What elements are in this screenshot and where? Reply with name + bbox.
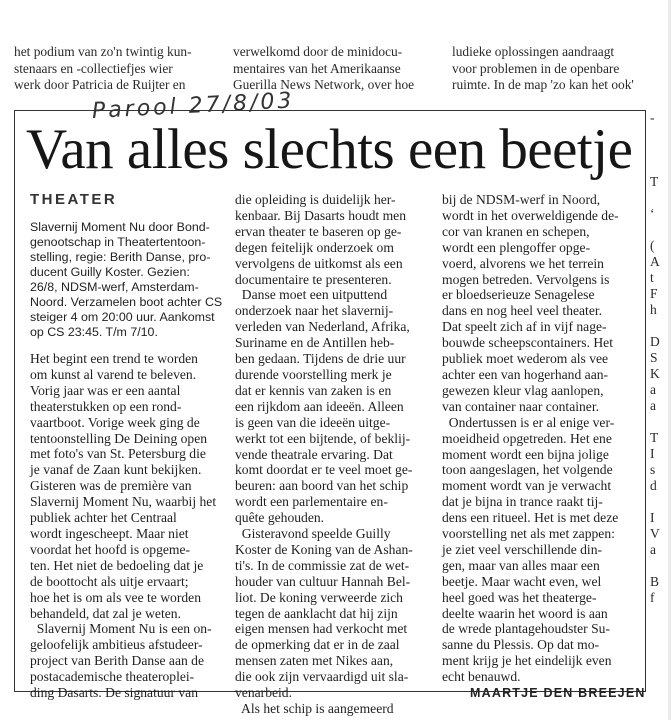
- text-line: K: [650, 366, 660, 381]
- text-line: wordt een plengoffer opge-: [442, 239, 591, 255]
- text-line: D: [650, 334, 660, 349]
- text-line: Vorig jaar was er een aantal: [30, 382, 181, 398]
- text-line: Danse moet een uitputtend: [235, 287, 388, 303]
- text-line: kenbaar. Bij Dasarts houdt men: [235, 207, 407, 223]
- text-line: d: [650, 478, 657, 493]
- text-line: eigen mensen had verkocht met: [235, 621, 408, 637]
- text-line: [650, 222, 660, 238]
- text-line: het podium van zo'n twintig kun-: [14, 44, 192, 59]
- text-line: Het begint een trend te worden: [30, 351, 198, 366]
- text-line: V: [650, 526, 660, 541]
- text-line: venarbeid.: [235, 685, 292, 701]
- text-line: de wrede plantagehoudster Su-: [442, 621, 610, 637]
- text-line: Slavernij Moment Nu is een on-: [30, 621, 212, 637]
- production-info-box: [30, 220, 222, 340]
- text-line: [650, 558, 660, 574]
- section-label: THEATER: [30, 191, 118, 208]
- text-line: echt benauwd.: [442, 669, 521, 685]
- text-line: documentaire te presenteren.: [235, 271, 392, 287]
- text-line: B: [650, 574, 660, 589]
- text-line: Slavernij Moment Nu, waarbij het: [30, 494, 217, 510]
- text-line: je ziet veel verschillende din-: [442, 541, 603, 557]
- text-line: bouwde scheepscontainers. Het: [442, 335, 613, 351]
- text-line: verwelkomd door de minidocu-: [233, 44, 403, 59]
- text-line: [650, 318, 660, 334]
- text-line: wordt ingescheept. Maar niet: [30, 525, 189, 541]
- text-line: moment wordt een bijna jolige: [442, 446, 609, 462]
- text-line: [650, 494, 660, 510]
- text-line: je vanaf de Zaan kunt bekijken.: [30, 462, 202, 478]
- text-line: a: [650, 542, 656, 557]
- text-line: sanne du Plessis. Op dat mo-: [442, 637, 600, 653]
- text-line: heel goed was het theaterge-: [442, 589, 597, 605]
- text-line: vervolgens de uitkomst als een: [235, 255, 403, 271]
- text-line: voordat het hoofd is opgeme-: [30, 541, 191, 557]
- text-line: Noord. Verzamelen boot achter CS: [30, 295, 223, 309]
- text-line: a: [650, 382, 656, 397]
- text-line: a: [650, 398, 656, 413]
- text-line: theaterstukken op een rond-: [30, 398, 182, 414]
- text-line: wordt een parlementaire en-: [235, 494, 388, 510]
- text-line: de boottocht als uitje ervaart;: [30, 573, 189, 589]
- text-line: Gisteravond speelde Guilly: [235, 526, 391, 542]
- text-line: met foto's van St. Petersburg die: [30, 446, 206, 462]
- text-line: een rijkdom aan ideeën. Alleen: [235, 398, 404, 414]
- text-line: gen, maar van alles maar een: [442, 557, 600, 573]
- text-line: Suriname en de Antillen heb-: [235, 335, 395, 351]
- text-line: er bloedserieuze Senagelese: [442, 287, 595, 303]
- text-line: moment wordt van je verwacht: [442, 478, 612, 494]
- text-line: ben gedaan. Tijdens de drie uur: [235, 351, 406, 367]
- article-column-1: [30, 351, 216, 701]
- text-line: Slavernij Moment Nu door Bond-: [30, 220, 210, 234]
- text-line: mensen zaten met Nikes aan,: [235, 653, 394, 669]
- text-line: Ondertussen is er al enige ver-: [442, 414, 615, 430]
- text-line: ervan theater te baseren op ge-: [235, 223, 402, 239]
- text-line: tentoonstelling De Deining open: [30, 430, 208, 446]
- text-line: dat je bijna in trance raakt tij-: [442, 494, 603, 510]
- text-line: publiek moet wederom als vee: [442, 351, 609, 367]
- text-line: mogen betreden. Vervolgens is: [442, 271, 610, 287]
- text-line: deelte waarin het woord is aan: [442, 605, 608, 621]
- text-line: ruimte. In de map 'zo kan het ook': [452, 77, 634, 92]
- text-line: A: [650, 254, 660, 269]
- top-column-3: [452, 44, 634, 94]
- text-line: onderzoek naar het slavernij-: [235, 303, 394, 319]
- byline: MAARTJE DEN BREEJEN: [470, 686, 646, 700]
- text-line: voor problemen in de openbare: [452, 60, 620, 76]
- text-line: beuren: aan boord van het schip: [235, 478, 409, 494]
- text-line: verleden van Nederland, Afrika,: [235, 319, 410, 335]
- text-line: ‘: [650, 206, 655, 221]
- text-line: toon aangeslagen, het volgende: [442, 462, 613, 478]
- text-line: de opmerking dat er in de zaal: [235, 637, 400, 653]
- text-line: gewezen kleur vlag aanlopen,: [442, 382, 604, 398]
- text-line: h: [650, 302, 657, 317]
- text-line: ment krijg je het eindelijk even: [442, 653, 612, 669]
- text-line: durende voorstelling merk je: [235, 366, 392, 382]
- text-line: Gisteren was de première van: [30, 478, 192, 494]
- text-line: S: [650, 350, 658, 365]
- text-line: dat er kennis van zaken is en: [235, 382, 392, 398]
- text-line: op CS 23:45. T/m 7/10.: [30, 325, 158, 339]
- text-line: genootschap in Theatertentoon-: [30, 235, 206, 249]
- text-line: die opleiding is duidelijk her-: [235, 192, 396, 207]
- text-line: [650, 126, 660, 142]
- text-line: t: [650, 270, 654, 285]
- text-line: project van Berith Danse aan de: [30, 653, 205, 669]
- right-edge-fragments: [650, 110, 660, 606]
- text-line: T: [650, 430, 659, 445]
- top-column-1: [14, 44, 192, 94]
- text-line: T: [650, 174, 659, 189]
- text-line: voerd, alvorens we het terrein: [442, 255, 604, 271]
- text-line: voorstelling net als met zappen:: [442, 526, 615, 542]
- text-line: behandeld, dat zal je weten.: [30, 605, 181, 621]
- text-line: s: [650, 462, 656, 477]
- text-line: Als het schip is aangemeerd: [235, 701, 394, 716]
- text-line: komt doordat er te veel moet ge-: [235, 462, 413, 478]
- text-line: degen feitelijk onderzoek om: [235, 239, 394, 255]
- text-line: ten. Het niet de bedoeling dat je: [30, 557, 204, 573]
- text-line: om kunst al varend te beleven.: [30, 366, 197, 382]
- handwritten-date-note: Parool 27/8/03: [91, 88, 296, 124]
- text-line: vaartboot. Vorige week ging de: [30, 414, 200, 430]
- text-line: Koster de Koning van de Ashan-: [235, 541, 413, 557]
- text-line: vende theatrale ervaring. Dat: [235, 446, 393, 462]
- text-line: die ook zijn vervaardigd uit sla-: [235, 669, 409, 685]
- text-line: hoe het is om als vee te worden: [30, 589, 202, 605]
- text-line: ducent Guilly Koster. Gezien:: [30, 265, 190, 279]
- text-line: is geen van die ideeën uitge-: [235, 414, 391, 430]
- text-line: (: [650, 238, 655, 253]
- text-line: tegen de aanklacht dat hij zijn: [235, 605, 398, 621]
- text-line: f: [650, 590, 655, 605]
- text-line: [650, 158, 660, 174]
- text-line: houder van cultuur Hannah Bel-: [235, 573, 411, 589]
- text-line: publiek achter het Centraal: [30, 510, 177, 526]
- top-column-2: [233, 44, 414, 94]
- text-line: ludieke oplossingen aandraagt: [452, 44, 615, 59]
- text-line: ti's. In de commissie zat de wet-: [235, 557, 410, 573]
- text-line: wordt in het overweldigende de-: [442, 207, 619, 223]
- headline: Van alles slechts een beetje: [26, 118, 633, 181]
- article-column-3: [442, 192, 619, 685]
- text-line: Guerilla News Network, over hoe: [233, 77, 415, 92]
- text-line: quête gehouden.: [235, 510, 325, 526]
- text-line: beetje. Maar wacht even, wel: [442, 573, 602, 589]
- text-line: werk door Patricia de Ruijter en: [14, 77, 186, 92]
- text-line: -: [650, 110, 655, 125]
- text-line: bij de NDSM-werf in Noord,: [442, 192, 601, 207]
- text-line: [650, 190, 660, 206]
- text-line: I: [650, 510, 655, 525]
- text-line: dans en nog heel veel theater.: [442, 303, 603, 319]
- text-line: van container naar container.: [442, 398, 600, 414]
- text-line: dens een ritueel. Het is met deze: [442, 510, 619, 526]
- text-line: geloofelijk ambitieus afstudeer-: [30, 637, 203, 653]
- text-line: steiger 4 om 20:00 uur. Aankomst: [30, 310, 215, 324]
- article-column-2: [235, 192, 413, 717]
- text-line: [650, 414, 660, 430]
- text-line: F: [650, 286, 658, 301]
- text-line: postacademische theateroplei-: [30, 669, 195, 685]
- text-line: I: [650, 446, 655, 461]
- text-line: stenaars en -collectiefjes wier: [14, 60, 173, 76]
- text-line: achter een van hogerhand aan-: [442, 366, 609, 382]
- text-line: werkt tot een bijtende, of beklij-: [235, 430, 411, 446]
- text-line: Dat speelt zich af in vijf nage-: [442, 319, 607, 335]
- text-line: 26/8, NDSM-werf, Amsterdam-: [30, 280, 199, 294]
- text-line: mentaires van het Amerikaanse: [233, 60, 401, 76]
- text-line: cor van kranen en schepen,: [442, 223, 590, 239]
- text-line: [650, 142, 660, 158]
- text-line: stelling, regie: Berith Danse, pro-: [30, 250, 211, 264]
- text-line: ding Dasarts. De signatuur van: [30, 685, 198, 701]
- text-line: moeidheid opgetreden. Het ene: [442, 430, 612, 446]
- text-line: liot. De koning verweerde zich: [235, 589, 403, 605]
